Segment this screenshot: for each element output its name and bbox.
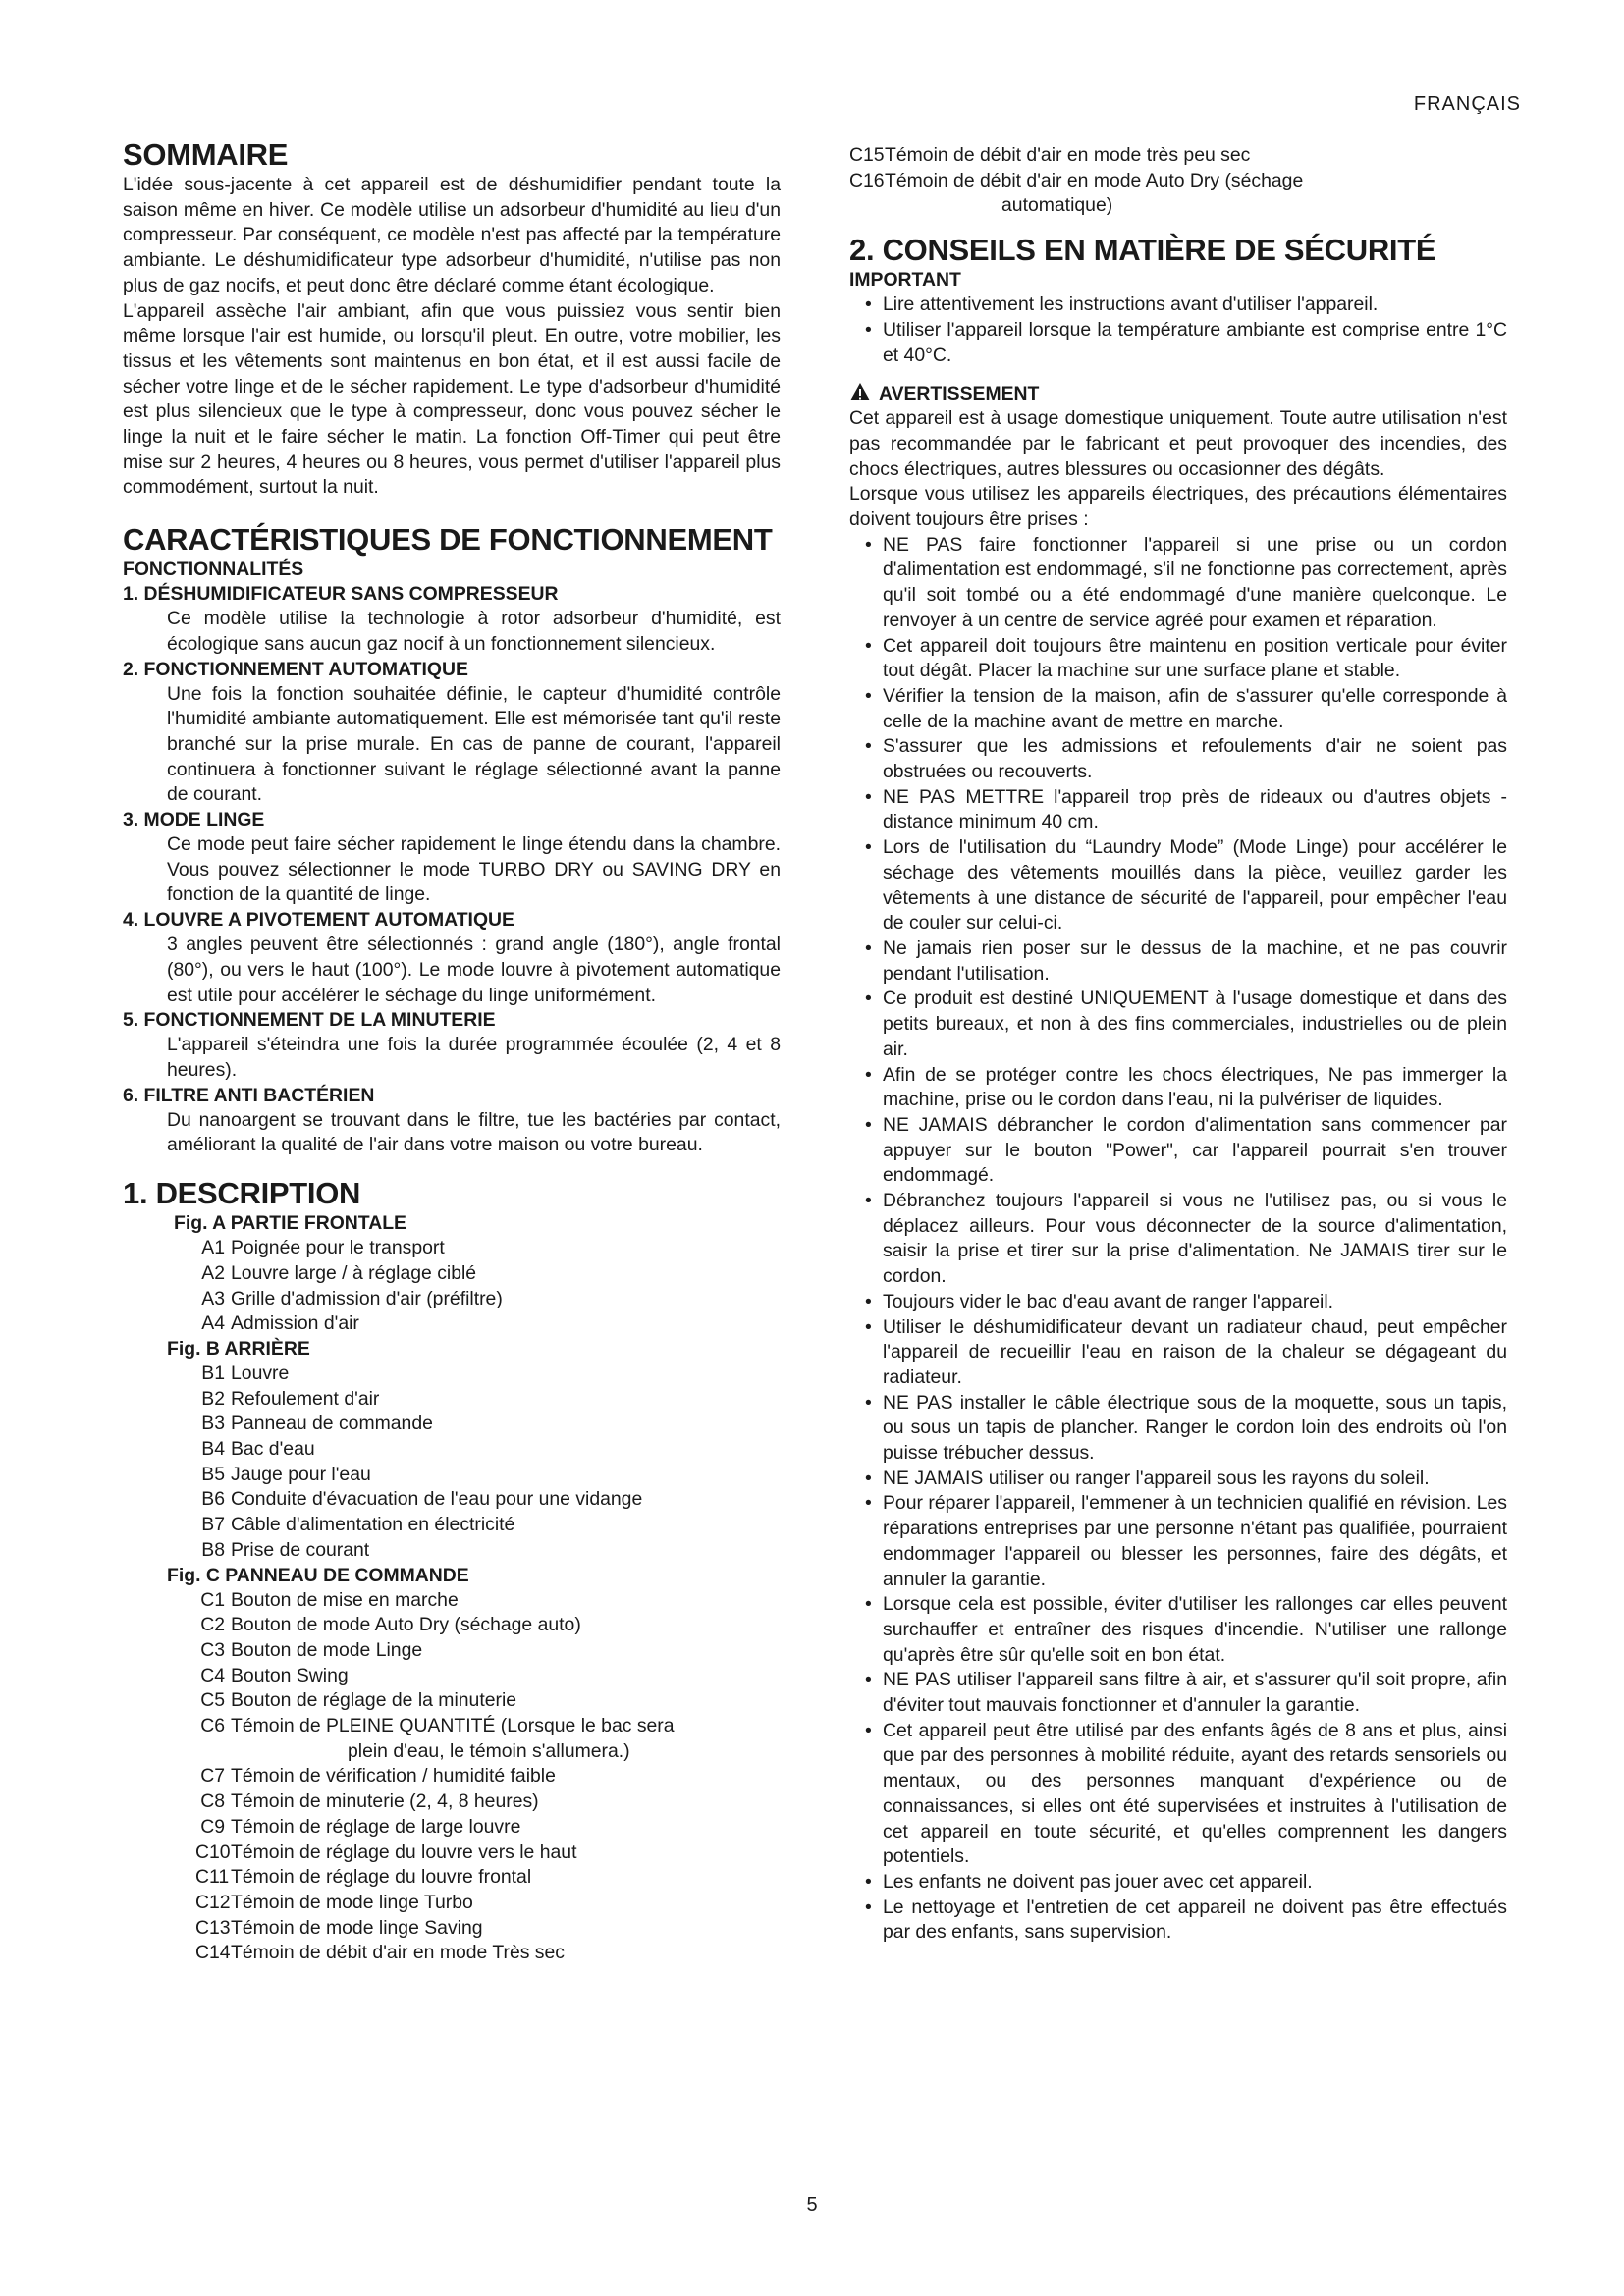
description-item [167, 1841, 781, 1866]
description-item [167, 1362, 781, 1387]
item-code: B2 [201, 1387, 225, 1410]
warning-paragraph-2: Lorsque vous utilisez les appareils électriques, des précautions élémentaires doivent toujours être prises : [849, 483, 1507, 531]
list-item-text: Utiliser le déshumidificateur devant un radiateur chaud, peut empêcher l'appareil de recueillir l'eau en raison de la chaleur se dégageant du radiateur. [883, 1315, 1507, 1388]
safety-list-item [849, 987, 1507, 1062]
safety-list-item [849, 785, 1507, 835]
feature-heading: 5. FONCTIONNEMENT DE LA MINUTERIE [123, 1009, 496, 1032]
feature-item [123, 808, 781, 908]
item-label: Jauge pour l'eau [231, 1463, 371, 1485]
item-label: Poignée pour le transport [231, 1237, 445, 1259]
description-item [167, 1463, 781, 1488]
list-item-text: Cet appareil peut être utilisé par des enfants âgés de 8 ans et plus, ainsi que par des personnes à mobilité réduite, ayant des retards sensoriels ou mentaux, ou des personnes manquant d'expérience ou de connaissances, si elles ont été supervisées et instruites à l'utilisation de cet appareil en toute sécurité, et qu'elles comprennent les dangers potentiels. [883, 1719, 1507, 1868]
figure-c-section [123, 1564, 781, 1967]
item-code: A2 [201, 1261, 225, 1284]
list-item-text: Vérifier la tension de la maison, afin de s'assurer qu'elle corresponde à celle de la machine avant de mettre en marche. [883, 684, 1507, 732]
description-item [167, 1437, 781, 1463]
feature-item [123, 582, 781, 657]
safety-title: 2. CONSEILS EN MATIÈRE DE SÉCURITÉ [849, 233, 1436, 268]
description-title: 1. DESCRIPTION [123, 1176, 361, 1211]
item-code: C10 [195, 1841, 231, 1863]
description-item [174, 1311, 781, 1337]
safety-list-item [849, 634, 1507, 684]
figure-c-heading: Fig. C PANNEAU DE COMMANDE [167, 1564, 469, 1586]
list-item-text: Pour réparer l'appareil, l'emmener à un technicien qualifié en révision. Les réparations entreprises par une personne n'étant pas qualifiée, pourraient endommager l'appareil ou blesser les personnes, faire des dégâts, et annuler la garantie. [883, 1492, 1507, 1590]
list-item-text: Afin de se protéger contre les chocs électriques, Ne pas immerger la machine, prise ou le cordon dans l'eau, ni la pulvériser de liquides. [883, 1063, 1507, 1111]
feature-item [123, 1008, 781, 1083]
safety-list-item [849, 318, 1507, 368]
item-code: B6 [201, 1488, 225, 1511]
features-title: CARACTÉRISTIQUES DE FONCTIONNEMENT [123, 522, 773, 558]
list-item-text: Utiliser l'appareil lorsque la température ambiante est comprise entre 1°C et 40°C. [883, 318, 1507, 366]
description-item [167, 1941, 781, 1966]
item-code: C8 [200, 1790, 225, 1813]
item-label: Témoin de réglage du louvre frontal [231, 1866, 532, 1889]
item-label: Bac d'eau [231, 1438, 315, 1461]
item-label: Témoin de débit d'air en mode très peu sec [885, 144, 1251, 166]
item-label-continued: plein d'eau, le témoin s'allumera.) [348, 1739, 630, 1762]
item-code: C15 [849, 144, 885, 166]
item-code: C13 [195, 1916, 231, 1939]
feature-text: Ce modèle utilise la technologie à rotor adsorbeur d'humidité, est écologique sans aucun gaz nocif à un fonctionnement silencieux. [167, 608, 781, 655]
bullet-icon: • [865, 836, 872, 859]
item-code: C11 [195, 1866, 230, 1889]
item-label: Bouton de mode Linge [231, 1638, 423, 1661]
bullet-icon: • [865, 735, 872, 758]
warning-heading [849, 382, 1507, 406]
item-code: C7 [200, 1765, 225, 1788]
description-item [167, 1664, 781, 1689]
feature-item [123, 908, 781, 1008]
list-item-text: NE PAS METTRE l'appareil trop près de rideaux ou d'autres objets - distance minimum 40 cm. [883, 785, 1507, 833]
sommaire-paragraph-1: L'idée sous-jacente à cet appareil est de déshumidifier pendant toute la saison même en hiver. Ce modèle utilise un adsorbeur d'humidité au lieu d'un compresseur. Par conséquent, ce modèle n'est pas affecté par la température ambiante. Le déshumidificateur type adsorbeur d'humidité, n'utilise pas non plus de gaz nocifs, et peut donc être déclaré comme étant écologique. [123, 174, 781, 296]
safety-list [849, 533, 1507, 1946]
list-item-text: NE PAS faire fonctionner l'appareil si une prise ou un cordon d'alimentation est endommagé, s'il ne fonctionne pas correctement, après qu'il soit tombé ou a été endommagé d'une manière quelconque. Le renvoyer à un centre de service agréé pour examen et réparation. [883, 533, 1507, 631]
safety-list-item [849, 1467, 1507, 1492]
feature-item [123, 658, 781, 809]
right-column [849, 143, 1507, 1946]
feature-text: L'appareil s'éteindra une fois la durée programmée écoulée (2, 4 et 8 heures). [167, 1034, 781, 1081]
item-label: Louvre [231, 1362, 290, 1384]
list-item-text: Ce produit est destiné UNIQUEMENT à l'usage domestique et dans des petits bureaux, et non à des fins commerciales, industrielles ou de plein air. [883, 988, 1507, 1060]
bullet-icon: • [865, 634, 872, 657]
description-item [167, 1513, 781, 1538]
list-item-text: Lors de l'utilisation du “Laundry Mode” (Mode Linge) pour accélérer le séchage des vêtements mouillés dans la pièce, veuillez garder les vêtements à une distance de sécurité de l'appareil, pour empêcher l'eau de couler sur celui-ci. [883, 836, 1507, 934]
safety-list-item [849, 1315, 1507, 1391]
important-list [849, 293, 1507, 368]
bullet-icon: • [865, 1871, 872, 1893]
list-item-text: Les enfants ne doivent pas jouer avec cet appareil. [883, 1871, 1313, 1893]
description-item [174, 1261, 781, 1287]
description-item [167, 1613, 781, 1638]
list-item-text: Lire attentivement les instructions avant d'utiliser l'appareil. [883, 294, 1379, 316]
feature-text: Une fois la fonction souhaitée définie, le capteur d'humidité contrôle l'humidité ambiante automatiquement. Elle est mémorisée tant qu'il reste branché sur la prise murale. En cas de panne de courant, l'appareil continuera à fonctionner suivant le réglage sélectionné avant la panne de courant. [167, 682, 781, 806]
item-code: A1 [201, 1237, 225, 1259]
figure-b-list [167, 1362, 781, 1564]
list-item-text: S'assurer que les admissions et refoulements d'air ne soient pas obstruées ou recouverts. [883, 735, 1507, 783]
item-code: C14 [195, 1942, 231, 1964]
safety-list-item [849, 1896, 1507, 1946]
item-code: C3 [200, 1638, 225, 1661]
item-label: Témoin de réglage du louvre vers le haut [231, 1841, 577, 1863]
bullet-icon: • [865, 684, 872, 707]
item-label: Témoin de mode linge Saving [231, 1916, 483, 1939]
feature-text: 3 angles peuvent être sélectionnés : grand angle (180°), angle frontal (80°), ou vers le haut (100°). Le mode louvre à pivotement automatique est utile pour accélérer le séchage du linge uniformément. [167, 934, 781, 1006]
description-item [167, 1538, 781, 1564]
feature-item [123, 1084, 781, 1158]
figure-b-section [123, 1337, 781, 1564]
bullet-icon: • [865, 1719, 872, 1741]
safety-list-item [849, 293, 1507, 318]
description-item [167, 1487, 781, 1513]
item-label: Panneau de commande [231, 1413, 433, 1435]
warning-icon [849, 382, 871, 401]
list-item-text: Le nettoyage et l'entretien de cet appareil ne doivent pas être effectués par des enfants, sans supervision. [883, 1896, 1507, 1944]
bullet-icon: • [865, 1467, 872, 1489]
sommaire-title: SOMMAIRE [123, 137, 289, 172]
item-label: Témoin de PLEINE QUANTITÉ (Lorsque le bac sera [231, 1715, 675, 1737]
item-code: B5 [201, 1463, 225, 1485]
safety-list-item [849, 1290, 1507, 1315]
item-code: B1 [201, 1362, 225, 1384]
bullet-icon: • [865, 1593, 872, 1616]
bullet-icon: • [865, 1315, 872, 1338]
item-code: B3 [201, 1413, 225, 1435]
bullet-icon: • [865, 1063, 872, 1086]
left-column [123, 137, 781, 1966]
list-item-text: NE JAMAIS débrancher le cordon d'alimentation sans commencer par appuyer sur le bouton "Power", car l'appareil pourrait s'en trouver endommagé. [883, 1113, 1507, 1187]
feature-heading: 3. MODE LINGE [123, 809, 265, 831]
list-item-text: Cet appareil doit toujours être maintenu en position verticale pour éviter tout dégât. Placer la machine sur une surface plane et stable. [883, 634, 1507, 682]
description-item [167, 1688, 781, 1714]
safety-list-item [849, 533, 1507, 634]
bullet-icon: • [865, 533, 872, 556]
item-label: Bouton de mise en marche [231, 1588, 459, 1611]
item-label: Câble d'alimentation en électricité [231, 1514, 515, 1536]
description-item [167, 1714, 781, 1764]
item-label: Conduite d'évacuation de l'eau pour une vidange [231, 1488, 643, 1511]
safety-list-item [849, 936, 1507, 987]
list-item-text: Débranchez toujours l'appareil si vous ne l'utilisez pas, ou si vous le déplacez ailleurs. Pour vous déconnecter de la source d'alimentation, saisir la prise et tirer sur la prise d'alimentation. Ne JAMAIS tirer sur le cordon. [883, 1190, 1507, 1288]
safety-list-item [849, 1491, 1507, 1592]
list-item-text: NE JAMAIS utiliser ou ranger l'appareil sous les rayons du soleil. [883, 1467, 1430, 1489]
bullet-icon: • [865, 1669, 872, 1691]
safety-list-item [849, 684, 1507, 734]
item-label: Bouton Swing [231, 1664, 349, 1686]
item-label: Témoin de vérification / humidité faible [231, 1765, 556, 1788]
description-item [849, 143, 1507, 169]
item-code: C1 [200, 1588, 225, 1611]
page-number: 5 [806, 2194, 818, 2216]
item-label: Prise de courant [231, 1538, 370, 1561]
warning-paragraph-1: Cet appareil est à usage domestique uniquement. Toute autre utilisation n'est pas recommandée par le fabricant et peut provoquer des incendies, des chocs électriques, autres blessures ou occasionner des dégâts. [849, 407, 1507, 480]
figure-c-continued-list [849, 143, 1507, 219]
safety-list-item [849, 835, 1507, 936]
safety-list-item [849, 1592, 1507, 1668]
item-label: Refoulement d'air [231, 1387, 380, 1410]
feature-heading: 4. LOUVRE A PIVOTEMENT AUTOMATIQUE [123, 909, 514, 932]
feature-heading: 6. FILTRE ANTI BACTÉRIEN [123, 1084, 375, 1106]
item-code: A3 [201, 1287, 225, 1309]
feature-heading: 2. FONCTIONNEMENT AUTOMATIQUE [123, 658, 468, 680]
bullet-icon: • [865, 294, 872, 316]
safety-list-item [849, 1668, 1507, 1718]
description-item [167, 1588, 781, 1614]
item-label-continued: automatique) [1001, 194, 1113, 217]
item-code: C4 [200, 1664, 225, 1686]
bullet-icon: • [865, 1896, 872, 1918]
item-code: C6 [200, 1715, 225, 1737]
item-code: A4 [201, 1312, 225, 1335]
safety-list-item [849, 1063, 1507, 1113]
bullet-icon: • [865, 988, 872, 1010]
list-item-text: NE PAS utiliser l'appareil sans filtre à air, et s'assurer qu'il soit propre, afin d'éviter tout mauvais fonctionner et d'annuler la garantie. [883, 1669, 1507, 1717]
description-item [167, 1891, 781, 1916]
item-label: Témoin de réglage de large louvre [231, 1815, 521, 1838]
bullet-icon: • [865, 318, 872, 341]
item-code: B4 [201, 1438, 225, 1461]
item-code: B8 [201, 1538, 225, 1561]
safety-list-item [849, 1719, 1507, 1870]
important-label: IMPORTANT [849, 269, 961, 292]
list-item-text: Ne jamais rien poser sur le dessus de la machine, et ne pas couvrir pendant l'utilisation. [883, 936, 1507, 985]
bullet-icon: • [865, 785, 872, 808]
bullet-icon: • [865, 1190, 872, 1212]
list-item-text: Toujours vider le bac d'eau avant de ranger l'appareil. [883, 1290, 1334, 1312]
feature-text: Du nanoargent se trouvant dans le filtre, tue les bactéries par contact, améliorant la qualité de l'air dans votre maison ou votre bureau. [167, 1108, 781, 1156]
description-item [849, 169, 1507, 219]
figure-a-list [174, 1236, 781, 1337]
warning-label: AVERTISSEMENT [879, 383, 1040, 405]
item-code: C16 [849, 169, 885, 191]
bullet-icon: • [865, 936, 872, 959]
list-item-text: NE PAS installer le câble électrique sous de la moquette, sous un tapis, ou sous un tapis de plancher. Ranger le cordon loin des endroits où l'on puisse trébucher dessus. [883, 1391, 1507, 1465]
item-label: Admission d'air [231, 1312, 359, 1335]
features-subtitle: FONCTIONNALITÉS [123, 559, 304, 581]
figure-b-heading: Fig. B ARRIÈRE [167, 1337, 310, 1360]
figure-c-list [167, 1588, 781, 1967]
item-label: Témoin de débit d'air en mode Très sec [231, 1942, 565, 1964]
description-item [167, 1412, 781, 1437]
item-label: Témoin de minuterie (2, 4, 8 heures) [231, 1790, 539, 1813]
safety-list-item [849, 1870, 1507, 1896]
description-item [167, 1865, 781, 1891]
sommaire-paragraph-2: L'appareil assèche l'air ambiant, afin que vous puissiez vous sentir bien même lorsque l'air est humide, ou lorsqu'il pleut. En outre, votre mobilier, les tissus et les vêtements sont maintenus en bon état, et il est aussi facile de sécher votre linge et de le sécher rapidement. Le type d'adsorbeur d'humidité est plus silencieux que le type à compresseur, donc vous pouvez sécher le linge la nuit et le faire sécher le matin. La fonction Off-Timer qui peut être mise sur 2 heures, 4 heures ou 8 heures, vous permet d'utiliser l'appareil plus commodément, surtout la nuit. [123, 299, 781, 499]
item-label: Louvre large / à réglage ciblé [231, 1261, 477, 1284]
item-label: Témoin de mode linge Turbo [231, 1891, 473, 1913]
safety-list-item [849, 1113, 1507, 1189]
description-item [167, 1638, 781, 1664]
feature-text: Ce mode peut faire sécher rapidement le linge étendu dans la chambre. Vous pouvez sélectionner le mode TURBO DRY ou SAVING DRY en fonction de la quantité de linge. [167, 833, 781, 906]
safety-list-item [849, 734, 1507, 784]
bullet-icon: • [865, 1290, 872, 1312]
item-code: B7 [201, 1514, 225, 1536]
feature-heading: 1. DÉSHUMIDIFICATEUR SANS COMPRESSEUR [123, 583, 559, 606]
item-label: Grille d'admission d'air (préfiltre) [231, 1287, 503, 1309]
description-item [174, 1287, 781, 1312]
description-item [167, 1815, 781, 1841]
description-item [174, 1236, 781, 1261]
language-label: FRANÇAIS [1413, 93, 1521, 115]
bullet-icon: • [865, 1113, 872, 1136]
item-code: C2 [200, 1614, 225, 1636]
item-code: C12 [195, 1891, 231, 1913]
figure-a-heading: Fig. A PARTIE FRONTALE [174, 1212, 406, 1235]
bullet-icon: • [865, 1492, 872, 1515]
item-label: Bouton de réglage de la minuterie [231, 1689, 517, 1712]
description-item [167, 1387, 781, 1413]
description-item [167, 1764, 781, 1789]
item-label: Témoin de débit d'air en mode Auto Dry (séchage [885, 169, 1304, 191]
item-code: C5 [200, 1689, 225, 1712]
safety-list-item [849, 1189, 1507, 1290]
figure-a-section [123, 1211, 781, 1337]
description-item [167, 1916, 781, 1942]
bullet-icon: • [865, 1391, 872, 1414]
list-item-text: Lorsque cela est possible, éviter d'utiliser les rallonges car elles peuvent surchauffer et entraîner des risques d'incendie. N'utiliser une rallonge qu'après être sûr qu'elle soit en bon état. [883, 1593, 1507, 1666]
description-item [167, 1789, 781, 1815]
safety-list-item [849, 1391, 1507, 1467]
item-code: C9 [200, 1815, 225, 1838]
item-label: Bouton de mode Auto Dry (séchage auto) [231, 1614, 581, 1636]
